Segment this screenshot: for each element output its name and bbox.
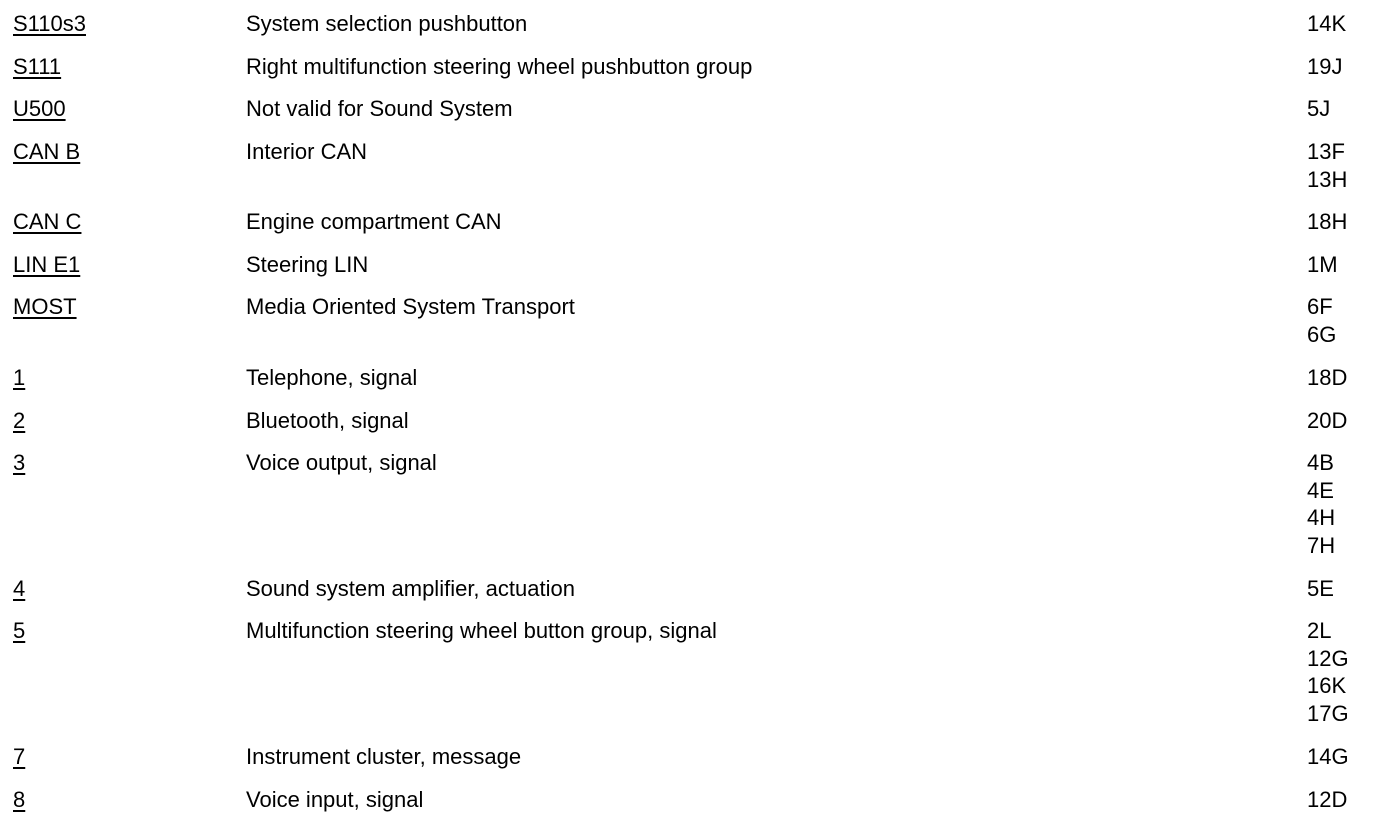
grid-reference: 18H bbox=[1307, 209, 1348, 234]
grid-reference-list bbox=[1307, 407, 1347, 435]
grid-reference-list bbox=[1307, 208, 1347, 236]
legend-row bbox=[13, 95, 1373, 123]
grid-reference: 5E bbox=[1307, 576, 1334, 601]
legend-row bbox=[13, 364, 1373, 392]
legend-row bbox=[13, 10, 1373, 52]
grid-reference: 5J bbox=[1307, 96, 1331, 121]
grid-reference-list bbox=[1307, 53, 1342, 81]
component-description: Voice input, signal bbox=[246, 787, 424, 812]
component-description: Instrument cluster, message bbox=[246, 744, 522, 769]
legend-row bbox=[13, 53, 1373, 81]
component-code-link[interactable]: 3 bbox=[13, 450, 26, 475]
grid-reference: 6F bbox=[1307, 294, 1333, 319]
grid-reference: 12D bbox=[1307, 787, 1348, 812]
component-code-link[interactable]: 8 bbox=[13, 787, 26, 812]
grid-reference: 2L bbox=[1307, 618, 1332, 643]
grid-reference-list bbox=[1307, 449, 1335, 559]
component-code-link[interactable]: LIN E1 bbox=[13, 252, 81, 277]
grid-reference: 4H bbox=[1307, 505, 1336, 530]
grid-reference: 14G bbox=[1307, 744, 1349, 769]
component-description: System selection pushbutton bbox=[246, 11, 528, 36]
component-description: Voice output, signal bbox=[246, 450, 437, 475]
grid-reference-list bbox=[1307, 293, 1336, 348]
component-description: Bluetooth, signal bbox=[246, 408, 409, 433]
grid-reference-list bbox=[1307, 786, 1347, 814]
grid-reference-list bbox=[1307, 10, 1346, 38]
grid-reference: 7H bbox=[1307, 532, 1336, 558]
legend-row bbox=[13, 251, 1373, 279]
legend-row bbox=[13, 786, 1373, 814]
grid-reference-list bbox=[1307, 364, 1347, 392]
grid-reference: 6G bbox=[1307, 321, 1337, 347]
component-code-link[interactable]: 7 bbox=[13, 744, 26, 769]
legend-row bbox=[13, 407, 1373, 435]
component-description: Multifunction steering wheel button group, signal bbox=[246, 618, 717, 643]
component-code-link[interactable]: MOST bbox=[13, 294, 77, 319]
component-code-link[interactable]: S110s3 bbox=[13, 11, 86, 36]
grid-reference: 16K bbox=[1307, 673, 1347, 698]
component-description: Right multifunction steering wheel pushbutton group bbox=[246, 54, 753, 79]
component-code-link[interactable]: 1 bbox=[13, 365, 26, 390]
legend-row bbox=[13, 575, 1373, 603]
component-code-link[interactable]: 2 bbox=[13, 408, 26, 433]
legend-row bbox=[13, 138, 1373, 192]
component-code-link[interactable]: CAN C bbox=[13, 209, 82, 234]
grid-reference: 4B bbox=[1307, 450, 1334, 475]
legend-row bbox=[13, 293, 1373, 347]
grid-reference-list bbox=[1307, 138, 1347, 193]
component-description: Interior CAN bbox=[246, 139, 368, 164]
grid-reference-list bbox=[1307, 95, 1330, 123]
grid-reference: 20D bbox=[1307, 408, 1348, 433]
grid-reference: 18D bbox=[1307, 365, 1348, 390]
grid-reference: 17G bbox=[1307, 700, 1349, 726]
component-description: Engine compartment CAN bbox=[246, 209, 502, 234]
grid-reference: 13H bbox=[1307, 166, 1348, 192]
component-description: Telephone, signal bbox=[246, 365, 418, 390]
legend-row bbox=[13, 208, 1373, 236]
grid-reference-list bbox=[1307, 617, 1349, 727]
component-description: Media Oriented System Transport bbox=[246, 294, 575, 319]
legend-row bbox=[13, 617, 1373, 726]
component-code-link[interactable]: CAN B bbox=[13, 139, 81, 164]
grid-reference: 12G bbox=[1307, 645, 1349, 671]
component-description: Sound system amplifier, actuation bbox=[246, 576, 575, 601]
component-description: Steering LIN bbox=[246, 252, 369, 277]
grid-reference: 14K bbox=[1307, 11, 1347, 36]
legend-row bbox=[13, 743, 1373, 771]
component-code-link[interactable]: 5 bbox=[13, 618, 26, 643]
grid-reference-list bbox=[1307, 575, 1334, 603]
component-description: Not valid for Sound System bbox=[246, 96, 513, 121]
grid-reference-list bbox=[1307, 251, 1338, 279]
grid-reference: 19J bbox=[1307, 54, 1343, 79]
component-code-link[interactable]: S111 bbox=[13, 54, 62, 79]
legend-row bbox=[13, 449, 1373, 558]
grid-reference: 4E bbox=[1307, 477, 1334, 503]
component-code-link[interactable]: 4 bbox=[13, 576, 26, 601]
grid-reference: 13F bbox=[1307, 139, 1345, 164]
grid-reference: 1M bbox=[1307, 252, 1338, 277]
grid-reference-list bbox=[1307, 743, 1349, 771]
component-code-link[interactable]: U500 bbox=[13, 96, 66, 121]
